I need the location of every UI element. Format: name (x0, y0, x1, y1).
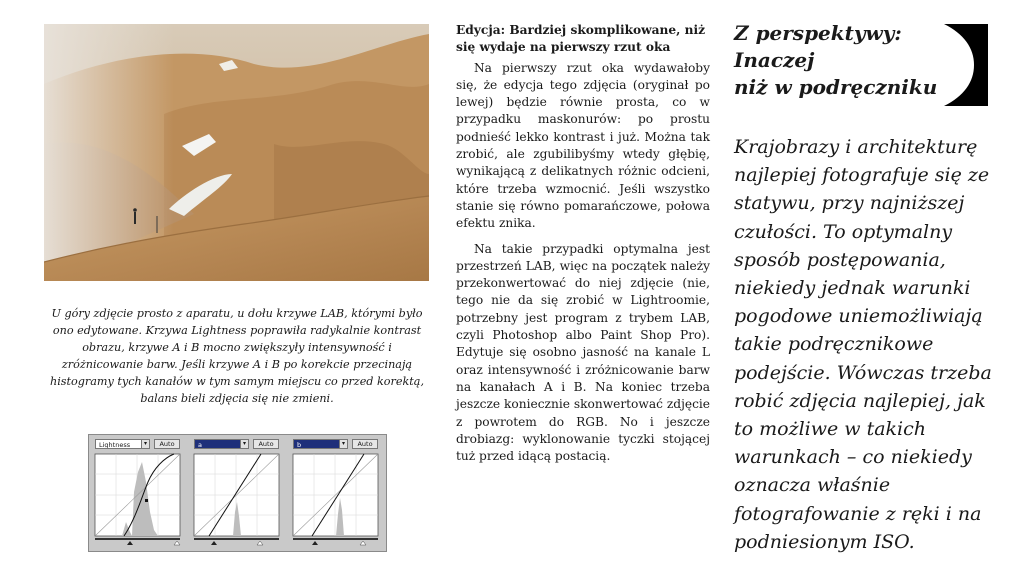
article-paragraph: Na takie przypadki optymalna jest przestrzeń LAB, więc na początek należy przekonwertować do niej zdjęcie (nie, tego nie da się zrobić w Lightroomie, potrzebny jest program z trybem LAB, czyli Photoshop albo Paint Shop Pro). Edytuje się osobno jasność na kanale L oraz intensywność i zróżnicowanie barw na kanałach A i B. Na koniec trzeba jeszcze koniecznie skonwertować zdjęcie z powrotem do RGB. No i jeszcze drobiazg: wyklonowanie tyczki stojącej tuż przed idącą postacią. (456, 241, 710, 464)
article-paragraph: Na pierwszy rzut oka wydawałoby się, że edycja tego zdjęcia (oryginał po lewej) będzie równie prosta, co w przypadku maskonurów: po prostu podnieść lekko kontrast i już. Można tak zrobić, ale zgubilibyśmy wtedy głębię, wynikającą z delikatnych różnic odcieni, które trzeba wzmocnić. Jeśli wszystko stanie się równo pomarańczowe, połowa efektu znika. (456, 60, 710, 231)
sidebar-title-line: niż w podręczniku (734, 75, 938, 99)
curves-panel-lightness (92, 438, 183, 548)
a-curve-graph[interactable] (191, 452, 282, 548)
auto-button[interactable]: Auto (154, 439, 180, 449)
curves-panel-a (191, 438, 282, 548)
photo-caption: U góry zdjęcie prosto z aparatu, u dołu krzywe LAB, którymi było ono edytowane. Krzywa Lightness poprawiła radykalnie kontrast obrazu, krzywe A i B mocno zwiększyły intensywność i zróżnicowanie barw. Jeśli krzywe A i B po korekcie przecinają histogramy tych kanałów w tym samym miejscu co przed korektą, balans bieli zdjęcia się nie zmieni. (49, 307, 425, 405)
landscape-photo (44, 24, 429, 281)
lightness-curve-graph[interactable] (92, 452, 183, 548)
sidebar-title-line: Z perspektywy: (734, 21, 902, 45)
article-heading: Edycja: Bardziej skomplikowane, niż się wydaje na pierwszy rzut oka (456, 23, 706, 55)
lab-curves-figure (88, 434, 387, 552)
sidebar-title (734, 20, 944, 101)
b-curve-graph[interactable] (290, 452, 381, 548)
curves-panel-b (290, 438, 381, 548)
auto-button[interactable]: Auto (352, 439, 378, 449)
channel-select-lightness[interactable]: Lightness (95, 439, 149, 449)
chevron-down-icon[interactable]: ▾ (141, 439, 150, 449)
channel-select-a[interactable]: a (194, 439, 248, 449)
chevron-down-icon[interactable]: ▾ (339, 439, 348, 449)
channel-select-b[interactable]: b (293, 439, 347, 449)
article-column (456, 22, 710, 465)
sidebar-quote: Krajobrazy i architekturę najlepiej fotografuje się ze statywu, przy najniższej czułości. To optymalny sposób postępowania, niekiedy jednak warunki pogodowe uniemożliwiają takie podręcznikowe podejście. Wówczas trzeba robić zdjęcia najlepiej, jak to możliwe w takich warunkach – co niekiedy oznacza właśnie fotografowanie z ręki i na podniesionym ISO. (734, 136, 992, 553)
sidebar-title-line: Inaczej (734, 48, 815, 72)
chevron-down-icon[interactable]: ▾ (240, 439, 249, 449)
auto-button[interactable]: Auto (253, 439, 279, 449)
crescent-moon-icon (944, 24, 988, 106)
